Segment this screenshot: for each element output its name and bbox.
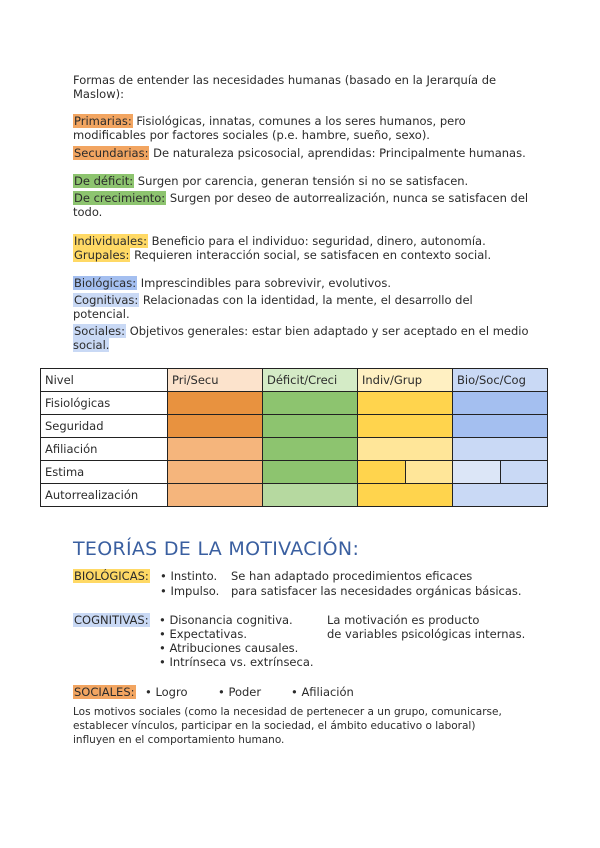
grupales-term: Grupales: xyxy=(74,248,130,262)
individuales-term: Individuales: xyxy=(74,234,147,248)
cog-note-2: de variables psicológicas internas. xyxy=(327,627,526,641)
soc-para-3: influyen en el comportamiento humano. xyxy=(73,734,285,746)
row-label: Estima xyxy=(41,461,168,484)
intro-line-1: Formas de entender las necesidades humanas (basado en la Jerarquía de xyxy=(73,73,497,87)
crecimiento-text-2: todo. xyxy=(73,205,103,219)
sociales-term: Sociales: xyxy=(74,324,126,338)
cell xyxy=(263,392,358,415)
table-row xyxy=(41,438,548,461)
cell xyxy=(358,392,453,415)
soc-item-1: • Logro xyxy=(145,685,188,699)
secundarias-text: De naturaleza psicosocial, aprendidas: Principalmente humanas. xyxy=(149,146,526,160)
soc-item-2: • Poder xyxy=(218,685,262,699)
header-deficit-creci: Déficit/Creci xyxy=(263,369,358,392)
cell-split xyxy=(453,461,548,484)
primarias-term: Primarias: xyxy=(74,114,132,128)
sociales-text-1: Objetivos generales: estar bien adaptado y ser aceptado en el medio xyxy=(126,324,529,338)
cell xyxy=(453,484,548,507)
cell xyxy=(168,392,263,415)
crecimiento-term: De crecimiento: xyxy=(74,191,166,205)
cell xyxy=(263,484,358,507)
cell xyxy=(263,438,358,461)
secundarias-term: Secundarias: xyxy=(74,146,149,160)
cognitivas-line xyxy=(73,293,473,308)
row-label: Autorrealización xyxy=(41,484,168,507)
bio-note-1: Se han adaptado procedimientos eficaces xyxy=(231,569,473,583)
deficit-term: De déficit: xyxy=(74,174,134,188)
secundarias-line xyxy=(73,146,526,161)
individuales-text: Beneficio para el individuo: seguridad, dinero, autonomía. xyxy=(147,234,486,248)
cell xyxy=(453,415,548,438)
biologicas-line xyxy=(73,276,391,291)
grupales-line xyxy=(73,248,491,263)
cog-item-4: • Intrínseca vs. extrínseca. xyxy=(159,655,314,669)
soc-para-1: Los motivos sociales (como la necesidad de pertenecer a un grupo, comunicarse, xyxy=(73,706,502,718)
motivation-title: TEORÍAS DE LA MOTIVACIÓN: xyxy=(73,538,360,560)
grupales-text: Requieren interacción social, se satisfacen en contexto social. xyxy=(130,248,492,262)
cell xyxy=(263,415,358,438)
cog-item-2: • Expectativas. xyxy=(159,627,247,641)
bio-item-1: • Instinto. xyxy=(160,569,218,583)
cell xyxy=(453,438,548,461)
table-row xyxy=(41,415,548,438)
cog-label: COGNITIVAS: xyxy=(74,613,149,627)
cell xyxy=(358,438,453,461)
cog-item-3: • Atribuciones causales. xyxy=(159,641,299,655)
cell-split xyxy=(358,461,453,484)
header-nivel: Nivel xyxy=(41,369,168,392)
cog-label-wrap xyxy=(73,613,150,628)
primarias-text-1: Fisiológicas, innatas, comunes a los seres humanos, pero xyxy=(132,114,466,128)
row-label: Seguridad xyxy=(41,415,168,438)
bio-label: BIOLÓGICAS: xyxy=(74,569,149,583)
bio-note-2: para satisfacer las necesidades orgánicas básicas. xyxy=(231,584,522,598)
table-row xyxy=(41,484,548,507)
bio-item-2: • Impulso. xyxy=(160,584,220,598)
header-indiv-grup: Indiv/Grup xyxy=(358,369,453,392)
table-row xyxy=(41,392,548,415)
cell xyxy=(168,415,263,438)
deficit-text: Surgen por carencia, generan tensión si no se satisfacen. xyxy=(134,174,469,188)
cog-note-1: La motivación es producto xyxy=(327,613,480,627)
needs-table xyxy=(40,368,548,507)
cell-half xyxy=(405,461,453,483)
cognitivas-text-1: Relacionadas con la identidad, la mente, el desarrollo del xyxy=(139,293,473,307)
crecimiento-text-1: Surgen por deseo de autorrealización, nunca se satisfacen del xyxy=(166,191,529,205)
individuales-line xyxy=(73,234,486,249)
biologicas-term: Biológicas: xyxy=(74,276,137,290)
cell-half xyxy=(453,461,500,483)
table-header-row xyxy=(41,369,548,392)
primarias-line xyxy=(73,114,466,129)
cell xyxy=(168,461,263,484)
intro-line-2: Maslow): xyxy=(73,87,124,101)
soc-item-3: • Afiliación xyxy=(291,685,354,699)
cognitivas-text-2: potencial. xyxy=(73,307,130,321)
primarias-text-2: modificables por factores sociales (p.e. hambre, sueño, sexo). xyxy=(73,128,430,142)
cell xyxy=(168,484,263,507)
header-bio-soc-cog: Bio/Soc/Cog xyxy=(453,369,548,392)
soc-label-wrap xyxy=(73,685,136,700)
sociales-text-2-label: social. xyxy=(73,338,110,352)
cell xyxy=(358,415,453,438)
header-pri-secu: Pri/Secu xyxy=(168,369,263,392)
cognitivas-term: Cognitivas: xyxy=(74,293,139,307)
sociales-line xyxy=(73,324,529,339)
row-label: Fisiológicas xyxy=(41,392,168,415)
cell-half xyxy=(358,461,405,483)
deficit-line xyxy=(73,174,468,189)
soc-label: SOCIALES: xyxy=(74,685,135,699)
cell xyxy=(263,461,358,484)
biologicas-text: Imprescindibles para sobrevivir, evolutivos. xyxy=(137,276,391,290)
cell-half xyxy=(500,461,548,483)
cog-item-1: • Disonancia cognitiva. xyxy=(159,613,293,627)
row-label: Afiliación xyxy=(41,438,168,461)
cell xyxy=(453,392,548,415)
crecimiento-line xyxy=(73,191,528,206)
cell xyxy=(358,484,453,507)
soc-para-2: establecer vínculos, participar en la sociedad, el ámbito educativo o laboral) xyxy=(73,720,476,732)
table-row xyxy=(41,461,548,484)
sociales-text-2 xyxy=(73,338,109,353)
bio-label-wrap xyxy=(73,569,150,584)
cell xyxy=(168,438,263,461)
